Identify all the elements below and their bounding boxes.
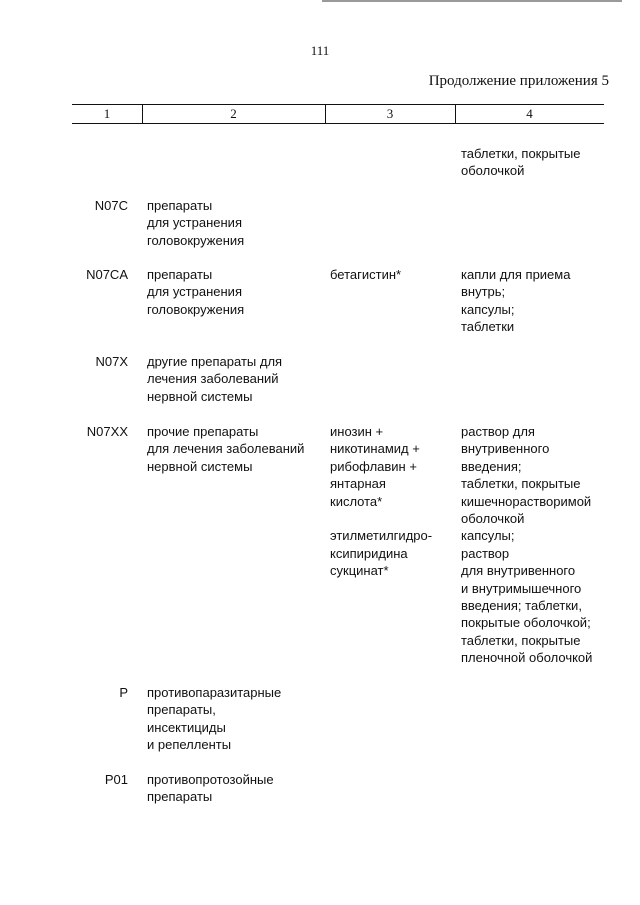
page-number: 111 — [310, 43, 330, 58]
column-header-3: 3 — [386, 106, 394, 121]
row-n07ca-code: N07CA — [86, 267, 128, 282]
row-n07xx-code: N07XX — [86, 424, 128, 439]
row-p-code: P — [119, 685, 128, 700]
table-header-row — [72, 104, 604, 124]
row-n07x-name: другие препараты для лечения заболеваний нервной системы — [147, 354, 283, 404]
row-n07c-name: препараты для устранения головокружения — [147, 198, 245, 248]
row-n07xx-drugs: инозин + никотинамид + рибофлавин + янтарная кислота* этилметилгидро- ксипиридина сукцинат* — [330, 424, 433, 579]
row-n07xx-name: прочие препараты для лечения заболеваний нервной системы — [147, 424, 305, 474]
row-n07c-code: N07C — [94, 198, 128, 213]
row-continued-forms: таблетки, покрытые оболочкой — [461, 146, 581, 179]
appendix-continuation-label: Продолжение приложения 5 — [428, 73, 609, 89]
row-n07xx-forms: раствор для внутривенного введения; таблетки, покрытые кишечнорастворимой оболочкой капсулы; раствор для внутривенного и внутримышечного введения; таблетки, покрытые оболочкой; таблетки, покрытые пленочной оболочкой — [461, 424, 593, 666]
scan-edge-mark — [322, 0, 622, 2]
column-header-1: 1 — [103, 106, 111, 121]
column-header-4: 4 — [526, 106, 533, 121]
row-p01-code: P01 — [104, 772, 128, 787]
column-header-2: 2 — [230, 106, 237, 121]
row-n07x-code: N07X — [95, 354, 128, 369]
row-p01-name: противопротозойные препараты — [147, 772, 274, 805]
row-n07ca-name: препараты для устранения головокружения — [147, 267, 245, 317]
row-n07ca-drug: бетагистин* — [330, 267, 402, 282]
row-p-name: противопаразитарные препараты, инсектициды и репелленты — [147, 685, 282, 753]
row-n07ca-forms: капли для приема внутрь; капсулы; таблетки — [461, 267, 571, 335]
